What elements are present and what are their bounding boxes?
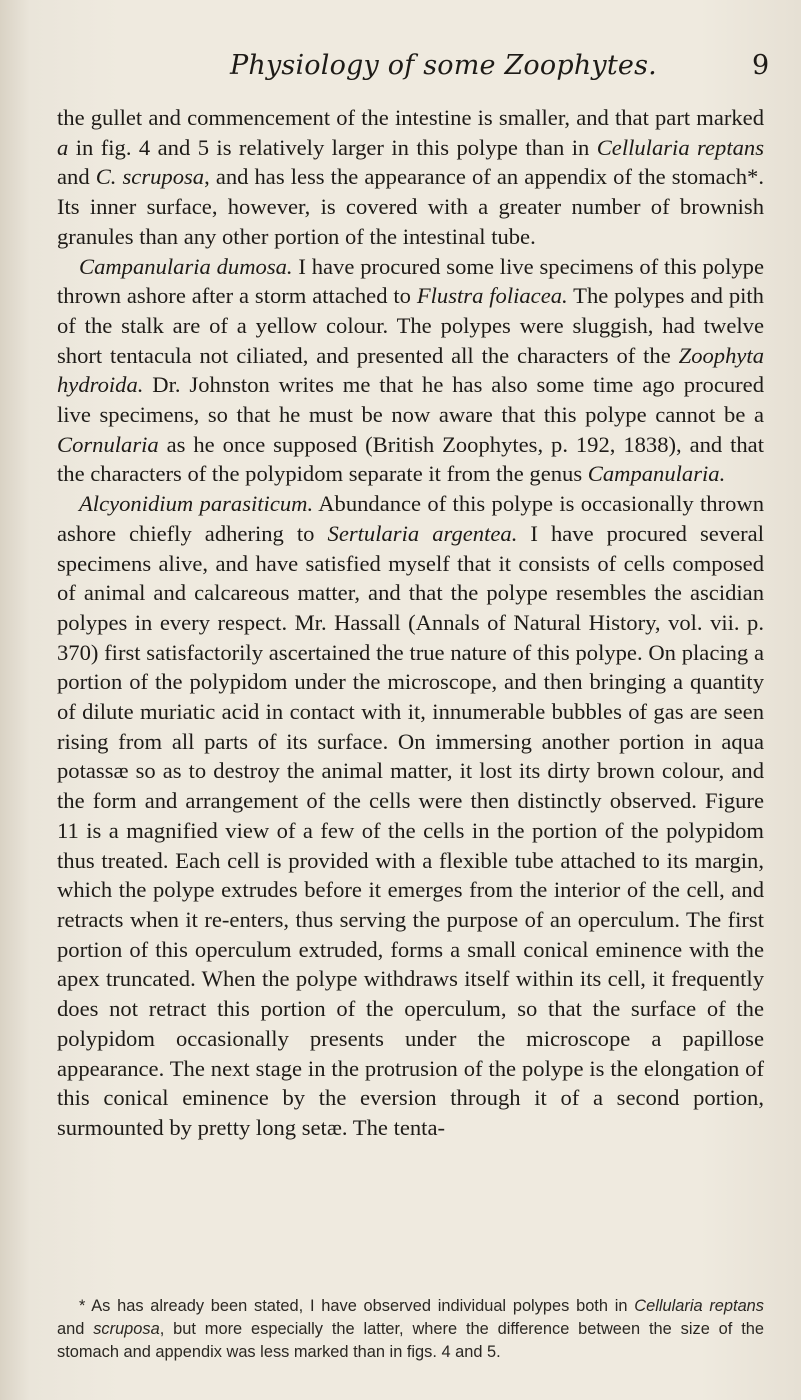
text-run: I have procured some live specimens of this polype thrown ashore after a storm attached to bbox=[57, 253, 765, 309]
italic-term: Campanularia. bbox=[587, 461, 726, 487]
text-run: and bbox=[57, 164, 96, 190]
text-run: in fig. 4 and 5 is relatively larger in this polype than in bbox=[68, 134, 597, 160]
italic-term: Cellularia reptans bbox=[596, 134, 765, 160]
italic-term: Cellularia reptans bbox=[634, 1297, 764, 1315]
text-run: The polypes and pith of the stalk are of a yellow colour. The polypes were sluggish, had twelve short tentacula not ciliated, and presented all the characters of the bbox=[57, 283, 764, 368]
footnote bbox=[57, 1295, 764, 1364]
italic-term: a bbox=[57, 134, 69, 160]
paragraph-campanularia-dumosa bbox=[57, 252, 764, 490]
text-run: the gullet and commencement of the intestine is smaller, and that part marked bbox=[57, 105, 764, 130]
italic-term: Cornularia bbox=[57, 431, 159, 457]
running-title: Physiology of some Zoophytes. bbox=[230, 50, 657, 81]
paragraph-alcyonidium-parasiticum bbox=[57, 489, 764, 1142]
text-run: Dr. Johnston writes me that he has also some time ago procured live specimens, so that he must be now aware that this polype cannot be a bbox=[57, 372, 764, 428]
italic-term: Flustra foliacea. bbox=[416, 283, 568, 309]
paragraph-continuation bbox=[57, 103, 764, 252]
italic-term: Campanularia dumosa. bbox=[79, 253, 293, 279]
page-header bbox=[0, 50, 801, 90]
text-run: and bbox=[57, 1320, 94, 1338]
text-run: , but more especially the latter, where the difference between the size of the stomach and appendix was less marked than in figs. 4 and 5. bbox=[57, 1320, 764, 1361]
text-run: , and has less the appearance of an appendix of the stomach*. Its inner surface, however, is covered with a greater number of brownish granules than any other portion of the intestinal tube. bbox=[57, 164, 764, 249]
italic-term: scruposa bbox=[93, 1320, 160, 1338]
text-run: * As has already been stated, I have observed individual polypes both in bbox=[79, 1297, 635, 1315]
text-run: I have procured several specimens alive, and have satisfied myself that it consists of cells composed of animal and calcareous matter, and that the polype resembles the ascidian polypes in every respect. Mr. Hassall (Annals of Natural History, vol. vii. p. 370) first satisfactorily ascertained the true nature of this polype. On placing a portion of the polypidom under the microscope, and then bringing a quantity of dilute muriatic acid in contact with it, innumerable bubbles of gas are seen rising from all parts of its surface. On immersing another portion in aqua potassæ so as to destroy the animal matter, it lost its dirty brown colour, and the form and arrangement of the cells were then distinctly observed. Figure 11 is a magnified view of a few of the cells in the portion of the polypidom thus treated. Each cell is provided with a flexible tube attached to its margin, which the polype extrudes before it emerges from the interior of the cell, and retracts when it re-enters, thus serving the purpose of an operculum. The first portion of this operculum extruded, forms a small conical eminence with the apex truncated. When the polype withdraws itself within its cell, it frequently does not retract this portion of the operculum, so that the surface of the polypidom occasionally presents under the microscope a papillose appearance. The next stage in the protrusion of the polype is the elongation of this conical eminence by the eversion through it of a second portion, surmounted by pretty long setæ. The tenta- bbox=[57, 520, 764, 1140]
italic-term: Sertularia argentea. bbox=[327, 520, 518, 546]
text-run: as he once supposed (British Zoophytes, p. 192, 1838), and that the characters of the polypidom separate it from the genus bbox=[57, 431, 764, 487]
footnote-text bbox=[57, 1295, 764, 1364]
page-number: 9 bbox=[752, 50, 770, 81]
italic-term: C. scruposa bbox=[95, 164, 205, 190]
italic-term: Alcyonidium parasiticum. bbox=[79, 491, 314, 517]
body-text bbox=[57, 103, 764, 1143]
text-run: Abundance of this polype is occasionally thrown ashore chiefly adhering to bbox=[57, 491, 764, 546]
italic-term: Zoophyta hydroida. bbox=[57, 342, 764, 398]
